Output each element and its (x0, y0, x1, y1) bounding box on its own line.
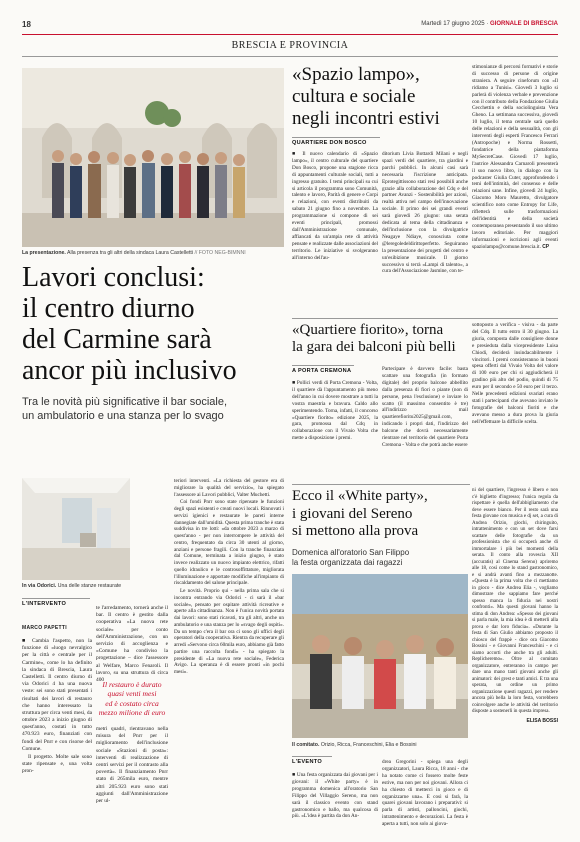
date-text: Martedì 17 giugno 2025 · (421, 21, 489, 27)
group-photo (22, 68, 284, 247)
white-headline-2: i giovani del Sereno (292, 505, 413, 522)
spazio-headline-1: «Spazio lampo», (292, 64, 420, 85)
committee-caption-text: Orizio, Ricca, Franceschini, Elia e Bossini (319, 742, 417, 748)
carmine-col-1 (22, 638, 92, 777)
section-title: BRESCIA E PROVINCIA (231, 40, 349, 51)
spazio-headline-2: cultura e sociale (292, 86, 416, 107)
fiorito-col-2: Partecipare è davvero facile: basta scattare una fotografia (in formato digitale) del proprio balcone abbellito dalla presenza di fiori o piante (non di persone, pena l'esclusione) e inviare lo scatto (il massimo consentito è tre) all'indirizzo mail quartierefiorito2025@gmail.com, indicando i propri dati, l'indirizzo del balcone che dovrà necessariamente rientrare nel territorio del quartiere Porta Cremona - Volta e che potrà anche essere (382, 366, 468, 448)
section-rule (22, 56, 558, 57)
carmine-col1-p2: Il progetto. Molte sale sono state ripensate e, una volta pron- (22, 754, 92, 775)
carmine-author: MARCO PAPETTI (22, 625, 67, 631)
fiorito-col-3: sottoposto a verifica - visiva - da parte del Cdq. Il tutto entro il 30 giugno. La giuria, composta dalle consigliere donne e presieduta dalla vicepresidente Luisa Chiodi, deciderà insindacabilmente i vincitori. I premi consisteranno in buoni spesa offerti dal Vivaio Volta del valore di 100 euro per chi si aggiudicherà il gradino più alto del podio, quindi di 75 euro per il secondo e 50 euro per il terzo. Nelle precedenti edizioni svariati erano stati i partecipanti che avevano inviato le fotografie del balconi fioriti e che avevano messo a dura prova la giuria nell'effettuare la difficile scelta. (472, 322, 558, 425)
white-sign: ELISA BOSSI (526, 717, 558, 724)
carmine-col-2-top: te l'arredamento, tornerà anche il bar. Il centro è gestito dalla cooperativa «La nuova rete sociale» per conto dell'Amministrazione, con un servizio di accoglienza e «Comune ha condiviso la progettazione – dice l'assessore al Welfare, Marco Fenaroli. Il lavoro, su una struttura di circa 400 (96, 605, 168, 683)
spazio-col-1: ■ Il nuovo calendario di «Spazio lampo», il centro culturale del quartiere Don Bosco, propone una stagione ricca di appuntamenti culturale sociali, tutti a ingresso gratuito. I temi principali su cui si articola il programma sono Comunità, talento e lavoro, Parità di genere e Corpi e relazioni, con eventi distribuiti da sabato 21 giugno fino a novembre. La programmazione si compone di sei eventi principali, promossi dall'Amministrazione comunale, affiancati da un'ampia rete di attività pensate e realizzate dalle associazioni del territorio. Le iniziative si svolgeranno all'interno dell'au- (292, 151, 378, 261)
newspaper-name: GIORNALE DI BRESCIA (489, 21, 558, 27)
room-caption-text: Una delle stanze restaurate (56, 583, 122, 589)
spazio-kicker: QUARTIERE DON BOSCO (292, 140, 367, 146)
spazio-col-2: ditorium Livia Bottardi Milani e negli spazi verdi del quartiere, tra giardini e parchi pubblici. In alcuni casi sarà necessaria l'iscrizione anticipata. Eprotegittissono stati resi possibili anche grazie alla collaborazione del Cdq e del partner Avanzi - Sostenibilità per azioni, realtà attiva nel campo dell'innovazione sociale. Il primo dei sei grandi eventi sarà giovedì 26 giugno: una serata dedicata al tema della cittadinanza e dell'inclusione con la divulgatrice Neagaye Ndiaye, conosciuta come @leregoledeldirittoperfetto. Seguiranno la presentazione dei progetti del centro e un'esibizione musicale. Il giorno successivo si terrà «Lampi di talento», a cura dell'Associazione Jasmine, con te- (382, 151, 468, 275)
white-headline-1: Ecco il «White party», (292, 488, 428, 504)
committee-photo (292, 574, 468, 738)
white-col3-text: ni del quartiere, l'ingresso è libero e non c'è biglietto d'ingresso; l'unica regola da rispettare è quella dell'abbigliamento che deve essere bianco. Per il resto sarà una festa giovane con musica e dj set, a cura di Andrea Orizio, giochi, chiringuito, intrattenimento e con un set dove farsi scattare delle fotografie da un professionista che si occuperà anche di immortalare i più bei momenti della serata. Il conto alla rovescia XII (accuratis) al Cinema Sereno) apriremo alle 18, così come lo stand gastronomico, e si andrà avanti fino a mezzanotte. «Questa è la prima volta che ci mettiamo in gioco - dice Andrea Elia -, vogliamo dimostrare che sappiamo fare perché spesso manca la fiducia nei nostri confronti». Ma questi giovani hanno la stima di don Andrea: «Spesso dei giovani si parla male, la mia idea è di metterli alla prova e dar loro fiducia». «Durante la festa di San Giulio abbiamo proposto il chiosco del frappè - dice ora Giacomo Bossini - e Giovanni Franceschini - e ci siamo accorti che anche tra gli adulti. Replicheremo». Oltre al comitato organizzatore, entreranno in campo per dare una mano tanti giovani anche gli animatori: dei grest e tanti amici. E tra una sperata, un ordine un primo organizzazione questi ragazzi, per rendere ancora più bella la loro festa, vorrebbero coinvolgere anche le attività del territorio disposte a sostenerli in questa impresa. (472, 488, 558, 714)
white-subhead-2: la festa organizzata dai ragazzi (292, 558, 403, 567)
pullquote-line-1: Il restauro è durato (102, 680, 162, 689)
committee-caption-bold: Il comitato. (292, 742, 320, 748)
pullquote-line-3: ed è costato circa (105, 698, 159, 708)
white-headline (292, 488, 472, 541)
date-line (421, 21, 558, 27)
photo-caption (22, 250, 284, 256)
spazio-headline-3: negli incontri estivi (292, 108, 440, 129)
white-col-1: ■ Una festa organizzata dai giovani per i giovani: il «White party» è in programma domenica all'oratorio San Filippo del Villaggio Sereno, ma non sarà il classico evento con stand gastronomico e ballo, ma qualcosa di più. «L'idea è partita da don An- (292, 772, 378, 820)
carmine-col3-p1: teriori interventi. «La richiesta del gestore era di migliorare la qualità del servizio», ha spiegato l'assessore ai Lavori pubblici, Valter Muchetti. (174, 478, 284, 498)
white-kicker: L'EVENTO (292, 759, 323, 765)
carmine-col3-p2: Coi fondi Pnrr sono state ripensate le funzioni degli spazi esistenti e creati nuovi locali. Rinnovati i servizi igienici e restaurate le pareti interne dannegiate dall'umidità. Questa prima tranche è stata suddivisa in tre lotti: «da ottobre 2023 a marzo di quest'anno - per non interrompere le attività del centro, frequentato da circa 30 utenti al giorno, anziani e persone fragili. Con la tranche finanziata dal Comune, terminata a inizio giugno, è stato invece realizzato un nuovo impianto elettrico, rifatti quello idraulico e le controsoffittature, migliorata l'illuminazione e apportate modifiche all'impianto di riscaldamento del salone principale. (174, 499, 284, 587)
carmine-kicker: L'INTERVENTO (22, 601, 67, 607)
divider-2 (292, 484, 470, 485)
page-number: 18 (22, 20, 31, 29)
fiorito-kicker-rule (292, 365, 354, 366)
carmine-col1-p1: ■ Cambia l'aspetto, non la funzione di «luogo nevralgico per la città e centrale per il Carmine», come lo ha definito la sindaca di Brescia, Laura Castelletti. Il centro diurno di via Odorici 4 ha una nuova veste: sei sono stati presentati i risultati dei lavori di restauro che hanno interessato la struttura per circa venti mesi, da ottobre 2023 a inizio giugno di quest'anno, costati in tutto 470.923 euro, finanziati con fondi del Pnrr e con risorse del Comune. (22, 638, 92, 752)
spazio-col3-text: stimonianze di percorsi formativi e storie di successo di persone di origine straniera. A seguire cineforum con «Il ridiamo a Tunisi». Giovedì 3 luglio si parlerà di violenza verbale e prevenzione con il contributo della Fondazione Giulia Cecchettin e della sociolinguista Vera Gheno. La settimana successiva, giovedì 10 luglio, il tema centrale sarà quello delle relazioni e della sessualità, con gli interventi degli esperti Francesco Ferrari (Antropoche) e Norma Rossetti, fondatrice della piattaforma MySecretCase. Giovedì 17 luglio, l'autrice Alessandra Carnaroli presenterà il suo nuovo libro, in dialogo con la podcaster Giulia Cuter, approfondendo i temi dell'intimità, del consenso e delle relazioni sane. Infine, giovedì 24 luglio, Giacomo Moro Mauretto, divulgatore scientifico noto come Entropy for Life, rifletterà sulle trasformazioni dell'identità e della società contemporanea presentando il suo ultimo lavoro editoriale. Per maggiori informazioni e iscrizioni agli eventi spaziolampo@comune.brescia.it. (472, 64, 558, 250)
spazio-kicker-rule (292, 137, 380, 138)
room-photo (22, 478, 130, 580)
pullquote-line-2: quasi venti mesi (107, 689, 157, 699)
white-headline-3: si mettono alla prova (292, 523, 419, 539)
carmine-pullquote (96, 680, 168, 718)
headline-line-4: ancor più inclusivo (22, 355, 237, 386)
room-caption-bold: In via Odorici. (22, 583, 57, 589)
caption-text: Alla presenza tra gli altri della sindaca Laura Castelletti (65, 250, 193, 256)
divider-1 (292, 318, 558, 319)
white-kicker-rule (292, 756, 332, 757)
white-subhead-1: Domenica all'oratorio San Filippo (292, 548, 410, 557)
white-col-3 (472, 488, 558, 724)
carmine-subhead (22, 395, 292, 423)
white-col-2: drea Gregorini - spiega una degli organizzatori, Laura Ricca, 18 anni - che ha notato come ci fossero molte feste estive, ma non per noi giovani. Allora ci ha chiesto di metterci in gioco e di organizzarne una». E così si farà, la quarei giovani lavorano i preparativi: si parla di artisti, palloncini, giochi, intrattenimento e decorazioni. La festa è aperta a tutti, non solo ai giova- (382, 759, 468, 828)
subhead-line-1: Tra le novità più significative il bar sociale, (22, 396, 228, 408)
carmine-col-2-bottom: metri quadri, rientravano nella misura del Pnrr per il miglioramento dell'inclusione sociale «Stazioni di posta»: interventi di realizzazione di centri servizi per il contrasto alla povertà». Il finanziamento Pnrr stato di 265mila euro, mentre altri 205.923 euro sono stati aggiunti dall'Amministrazione per ul- (96, 726, 168, 804)
committee-caption (292, 742, 472, 748)
pullquote-line-4: mezzo milione di euro (98, 708, 166, 718)
carmine-col-3 (174, 478, 284, 677)
page-header (22, 20, 558, 32)
carmine-col3-p3: Le novità. Proprio qui - nella prima sala che si incontra entrando via Odorici - ci sarà il «bar sociale», pensato per ospitare attività ricreative e aperte alla cittadinanza. Non è l'unica novità portata dai lavori: sono stati ricavati, tra gli altri, anche un ambulatorio e una stanza per lo «svago degli ospiti». Da un tempo c'era il bar ora ci sono gli uffici degli operatori della cooperativa. Rientra da recuperare gli arredi «Servono circa 60mila euro, abbiamo già fatto partire una raccolta fondi» - ha spiegato la presidente di «La nuova rete sociale», Federica Avigo. La speranza è di essere pronti «in pochi mesi». (174, 588, 284, 675)
white-subhead (292, 548, 472, 568)
headline-line-3: del Carmine sarà (22, 324, 212, 355)
photo-credit: // FOTO NEG-BIMNNI (193, 250, 246, 256)
fiorito-kicker: A PORTA CREMONA (292, 368, 352, 374)
spazio-col-3 (472, 64, 558, 250)
carmine-headline (22, 262, 292, 386)
headline-line-2: il centro diurno (22, 293, 195, 324)
fiorito-headline-2: la gara dei balconi più belli (292, 339, 456, 355)
headline-line-1: Lavori conclusi: (22, 262, 205, 293)
caption-bold: La presentazione. (22, 250, 66, 256)
fiorito-col-1: ■ Pollici verdi di Porta Cremona - Volta, il quartiere dà l'appuntamento più meno dell'anno in cui dovere mostrare a tutti la vostra maestria e bravura. Caldo allo sperimentendo. Torna, infatti, il concorso «Quartiere fiorito» edizione 2025, la gara, promossa dal Cdq in collaborazione con il Vivaio Volta che mette a disposizione i premi. (292, 380, 378, 442)
fiorito-headline-1: «Quartiere fiorito», torna (292, 322, 444, 338)
carmine-kicker-rule (22, 598, 90, 599)
subhead-line-2: un ambulatorio e una stanza per lo svago (22, 410, 224, 422)
room-photo-caption (22, 583, 172, 589)
spazio-sign: CP (542, 243, 550, 250)
header-rule (22, 34, 558, 35)
